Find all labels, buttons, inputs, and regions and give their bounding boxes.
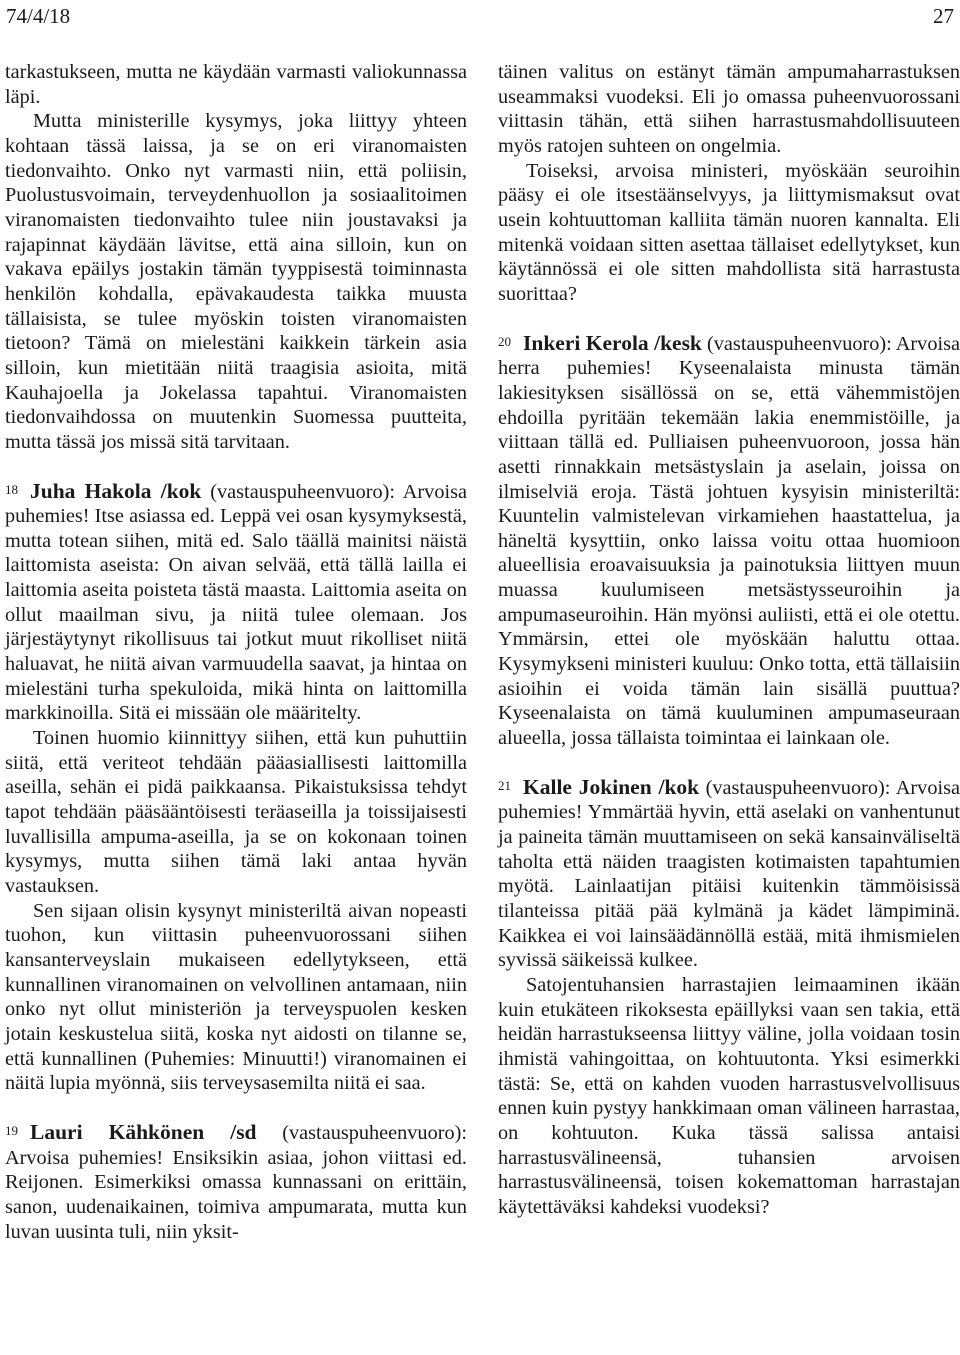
paragraph: Toiseksi, arvoisa ministeri, myöskään seuroihin pääsy ei ole itsestäänselvyys, ja liittymismaksut ovat usein kohtuuttoman kalliita tämän nuoren kannalta. Eli mitenkä voidaan sitten asettaa tällaiset edellytykset, kun käytännössä ei ole sitten mahdollista sitä harrastusta suorittaa? (498, 159, 960, 305)
paragraph: Mutta ministerille kysymys, joka liittyy yhteen kohtaan tässä laissa, ja se on eri viranomaisten tiedonvaihto. Onko nyt varmasti niin, että poliisin, Puolustusvoimain, terveydenhuollon ja sosiaalitoimen viranomaisten tiedonvaihto tulee niin joustavaksi ja rajapinnat käydään lävitse, että aina silloin, kun on vakava epäilys jostakin tämän tyyppisestä toiminnasta henkilön kohdalla, epävakaudesta taikka muusta tällaisista, se tulee myöskin toisten viranomaisten tietoon? Tämä on mielestäni kaikkein tärkein asia silloin, kun mietitään niitä traagisia asioita, mitä Kauhajoella ja Jokelassa tapahtui. Viranomaisten tiedonvaihdossa on muutenkin Suomessa puutteita, mutta tässä jos missä sitä tarvitaan. (5, 110, 467, 453)
page-number: 27 (933, 4, 954, 28)
right-column (498, 60, 960, 1220)
speech-number: 21 (498, 777, 511, 793)
speech-text: Arvoisa puhemies! Ensiksikin asiaa, johon viittasi ed. Reijonen. Esimerkiksi omassa kunnassani on erittäin, sanon, uudenaikainen, toimiva ampumarata, mutta kun luvan uusinta tuli, niin yksit- (5, 1146, 467, 1243)
speaker-role: (vastauspuheenvuoro): (705, 776, 891, 799)
paragraph: täinen valitus on estänyt tämän ampumaharrastuksen useammaksi vuodeksi. Eli jo omassa puheenvuorossani viittasin tähän, että siihen harrastusmahdollisuuteen myös ratojen suhteen on ongelmia. (498, 61, 960, 157)
speech-text: Arvoisa puhemies! Itse asiassa ed. Leppä vei osan kysymyksestä, mutta totean siihen, mitä ed. Salo täällä mainitsi näistä laittomista aseista: On aivan selvää, että tällä lailla ei laittomia aseita poisteta tästä maasta. Laittomia aseita on ollut maailman sivu, ja niitä tulee olemaan. Jos järjestäytynyt rikollisuus tai jotkut muut rikolliset niitä haluavat, he niitä aivan varmuudella saavat, ja hintaa on mielestäni turha spekuloida, mikä hinta on laittomilla markkinoilla. Sitä ei missään ole määritelty. (5, 480, 467, 725)
speech-number: 20 (498, 333, 511, 349)
speech-number: 19 (5, 1122, 18, 1138)
speaker-name: Juha Hakola /kok (30, 478, 202, 503)
speech-18 (5, 479, 467, 1096)
paragraph: Sen sijaan olisin kysynyt ministeriltä aivan nopeasti tuohon, kun viittasin puheenvuorossani siihen kansanterveyslain mukaiseen edellytykseen, että kunnallinen viranomainen on velvollinen antamaan, niin onko nyt ollut ministeriön ja terveyspuolen kesken jotain keskustelua siitä, koska nyt aidosti on tilanne se, että kunnallinen (Puhemies: Minuutti!) viranomainen ei näitä lupia myönnä, siis terveysasemilta niitä ei saa. (5, 899, 467, 1095)
speaker-role: (vastauspuheenvuoro): (210, 480, 395, 503)
speaker-role: (vastauspuheenvuoro): (707, 332, 892, 355)
speaker-name: Lauri Kähkönen /sd (30, 1119, 257, 1144)
document-number: 74/4/18 (6, 4, 71, 28)
paragraph: Toinen huomio kiinnittyy siihen, että kun puhuttiin siitä, että veriteot tehdään pääasiallisesti laittomilla aseilla, sehän ei pidä paikkaansa. Pikaistuksissa tehdyt tapot tehdään pääsääntöisesti teräaseilla ja toissijaisesti luvallisilla ampuma-aseilla, ja se on kokonaan toinen kysymys, mutta siihen tämä laki antaa hyvän vastauksen. (5, 727, 467, 897)
paragraph: tarkastukseen, mutta ne käydään varmasti valiokunnassa läpi. (5, 61, 467, 108)
speaker-role: (vastauspuheenvuoro): (282, 1121, 467, 1144)
speech-20 (498, 331, 960, 751)
speech-19 (5, 1120, 467, 1244)
left-column (5, 60, 467, 1244)
speech-number: 18 (5, 481, 18, 497)
speech-21 (498, 775, 960, 1220)
speaker-name: Inkeri Kerola /kesk (523, 330, 702, 355)
page-header (6, 4, 954, 28)
speech-text: Arvoisa herra puhemies! Kyseenalaista minusta tämän lakiesityksen sisällössä on se, että vähemmistöjen ehdoilla pyritään tekemään lakia enemmistöille, ja viittaan tällä ed. Pulliaisen puheenvuoroon, jossa hän asetti rinnakkain metsästyslain ja aselain, joissa on ilmiselviä eroja. Tästä johtuen kysyisin ministeriltä: Kuuntelin valmistelevan virkamiehen haastattelua, ja häneltä kysyttiin, onko laissa voitu ottaa huomioon alueellisia eroavaisuuksia ja painotuksia liittyen muun muassa kuulumiseen metsästysseuroihin ja ampumaseuroihin. Hän myönsi auliisti, että ei ole otettu. Ymmärsin, ettei ole myöskään haluttu ottaa. Kysymykseni ministeri kuuluu: Onko totta, että tällaisiin asioihin ei voida tämän lain sisällä puuttua? Kyseenalaista on tämä kuuluminen ampumaseuraan alueella, jossa tällaista toimintaa ei lainkaan ole. (498, 332, 960, 750)
speech-text: Arvoisa puhemies! Ymmärtää hyvin, että aselaki on vanhentunut ja paineita tämän muuttamiseen on sekä kansainväliseltä taholta että näiden traagisten kotimaisten tapahtumien myötä. Lainlaatijan pitäisi kuitenkin tämmöisissä tilanteissa pitää pää kylmänä ja kädet lämpiminä. Kaikkea ei voi lainsäädännöllä estää, mitä ihmismielen syvissä säikeissä kulkee. (498, 776, 960, 972)
speaker-name: Kalle Jokinen /kok (523, 774, 700, 799)
paragraph: Satojentuhansien harrastajien leimaaminen ikään kuin etukäteen rikoksesta epäillyksi vaan sen takia, että heidän harrastukseensa liittyy väline, jolla voidaan tosin ihmistä vahingoittaa, on kohtuutonta. Yksi esimerkki tästä: Se, että on kahden vuoden harrastusvelvollisuus ennen kuin pystyy hankkimaan oman välineen harrastaa, on kohtuuton. Kuka tässä salissa antaisi harrastusvälineensä, tuhansien arvoisen harrastusvälineensä, toisen kokemattoman harrastajan käytettäväksi kahdeksi vuodeksi? (498, 973, 960, 1218)
